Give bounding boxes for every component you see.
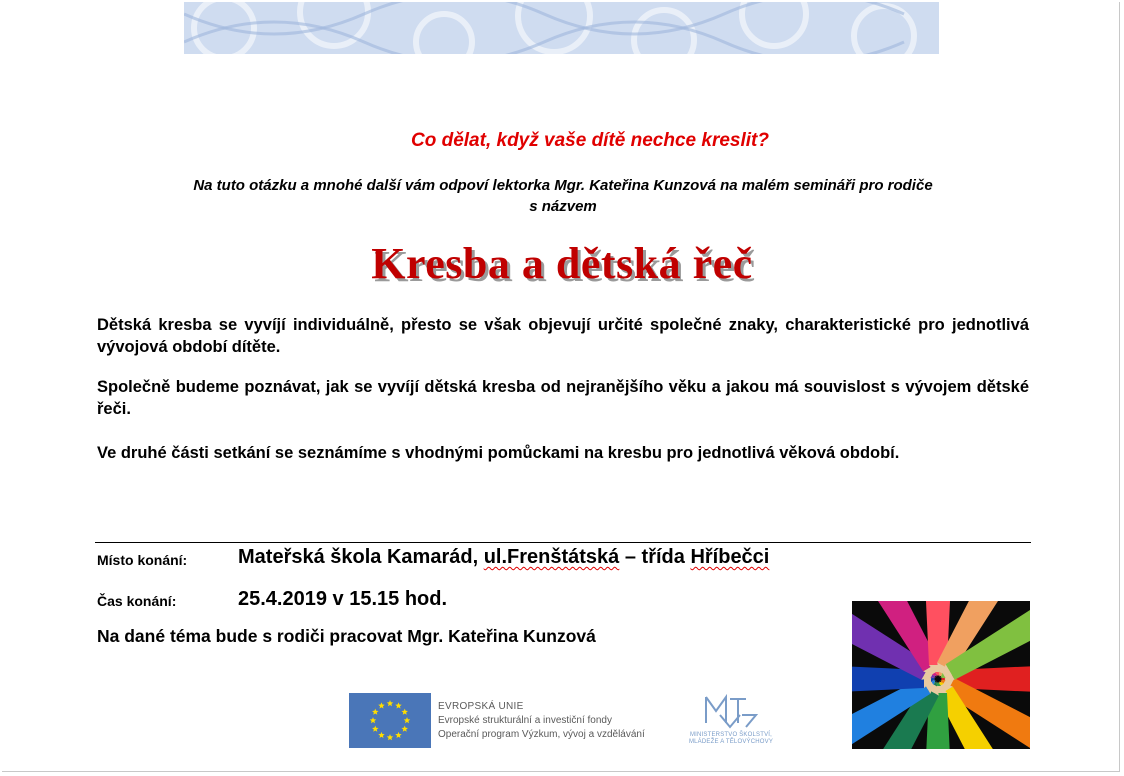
eu-line-3: Operační program Výzkum, vývoj a vzdělávání xyxy=(438,729,645,740)
eu-line-1: EVROPSKÁ UNIE xyxy=(438,701,524,712)
msmt-logo-icon xyxy=(676,693,786,753)
lecturer-text: Na dané téma bude s rodiči pracovat Mgr. Kateřina Kunzová xyxy=(97,626,596,646)
place-value-class: Hříbečci xyxy=(690,546,770,568)
eu-line-2: Evropské strukturální a investiční fondy xyxy=(438,715,612,726)
intro-line-1: Na tuto otázku a mnohé další vám odpoví lektorka Mgr. Kateřina Kunzová na malém semináři pro rodiče xyxy=(193,177,933,194)
seminar-title: Kresba a dětská řeč xyxy=(371,239,753,288)
eu-caption xyxy=(438,700,645,742)
question-heading: Co dělat, když vaše dítě nechce kreslit? xyxy=(411,130,769,151)
place-value-street: ul.Frenštátská xyxy=(483,546,620,568)
msmt-line-1: MINISTERSTVO ŠKOLSTVÍ, xyxy=(689,732,773,738)
place-value xyxy=(238,546,769,569)
time-label: Čas konání: xyxy=(97,593,177,609)
msmt-caption xyxy=(676,732,786,746)
eu-flag-icon xyxy=(349,693,431,748)
divider-line xyxy=(95,542,1031,543)
paragraph-2: Společně budeme poznávat, jak se vyvíjí dětská kresba od nejranějšího věku a jakou má souvislost s vývojem dětské řeči. xyxy=(97,378,1029,418)
header-banner xyxy=(184,2,939,54)
place-value-school: Mateřská škola Kamarád, xyxy=(238,546,484,568)
intro-text xyxy=(100,175,1026,217)
paragraph-3: Ve druhé části setkání se seznámíme s vhodnými pomůckami na kresbu pro jednotlivá věková období. xyxy=(97,444,900,462)
colored-pencils-image xyxy=(852,601,1030,749)
paragraph-1: Dětská kresba se vyvíjí individuálně, přesto se však objevují určité společné znaky, charakteristické pro jednotlivá vývojová období dítěte. xyxy=(97,316,1029,356)
place-label: Místo konání: xyxy=(97,552,188,568)
place-value-class-prefix: – třída xyxy=(619,546,691,568)
intro-line-2: s názvem xyxy=(529,198,597,215)
time-value: 25.4.2019 v 15.15 hod. xyxy=(238,588,448,610)
msmt-line-2: MLÁDEŽE A TĚLOVÝCHOVY xyxy=(688,739,774,745)
